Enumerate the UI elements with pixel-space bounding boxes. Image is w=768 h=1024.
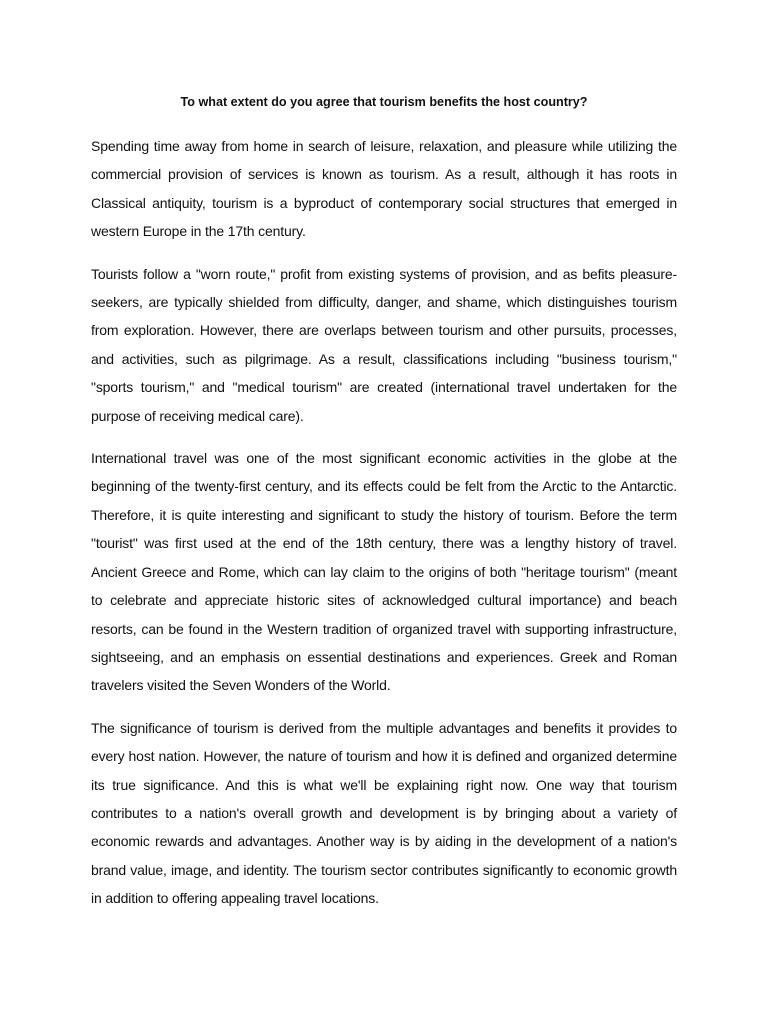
paragraph-4: The significance of tourism is derived from the multiple advantages and benefits it provides to every host nation. However, the nature of tourism and how it is defined and organized determine its true significance. And this is what we'll be explaining right now. One way that tourism contributes to a nation's overall growth and development is by bringing about a variety of economic rewards and advantages. Another way is by aiding in the development of a nation's brand value, image, and identity. The tourism sector contributes significantly to economic growth in addition to offering appealing travel locations. [91,719,677,907]
paragraph-2: Tourists follow a "worn route," profit from existing systems of provision, and as befits pleasure-seekers, are typically shielded from difficulty, danger, and shame, which distinguishes tourism from exploration. However, there are overlaps between tourism and other pursuits, processes, and activities, such as pilgrimage. As a result, classifications including "business tourism," "sports tourism," and "medical tourism" are created (international travel undertaken for the purpose of receiving medical care). [91,265,677,424]
paragraph-3: International travel was one of the most significant economic activities in the globe at the beginning of the twenty-first century, and its effects could be felt from the Arctic to the Antarctic. Therefore, it is quite interesting and significant to study the history of tourism. Before the term "tourist" was first used at the end of the 18th century, there was a lengthy history of travel. Ancient Greece and Rome, which can lay claim to the origins of both "heritage tourism" (meant to celebrate and appreciate historic sites of acknowledged cultural importance) and beach resorts, can be found in the Western tradition of organized travel with supporting infrastructure, sightseeing, and an emphasis on essential destinations and experiences. Greek and Roman travelers visited the Seven Wonders of the World. [91,450,677,694]
paragraph-1: Spending time away from home in search of leisure, relaxation, and pleasure while utilizing the commercial provision of services is known as tourism. As a result, although it has roots in Classical antiquity, tourism is a byproduct of contemporary social structures that emerged in western Europe in the 17th century. [91,138,677,240]
essay-title: To what extent do you agree that tourism benefits the host country? [180,95,588,109]
